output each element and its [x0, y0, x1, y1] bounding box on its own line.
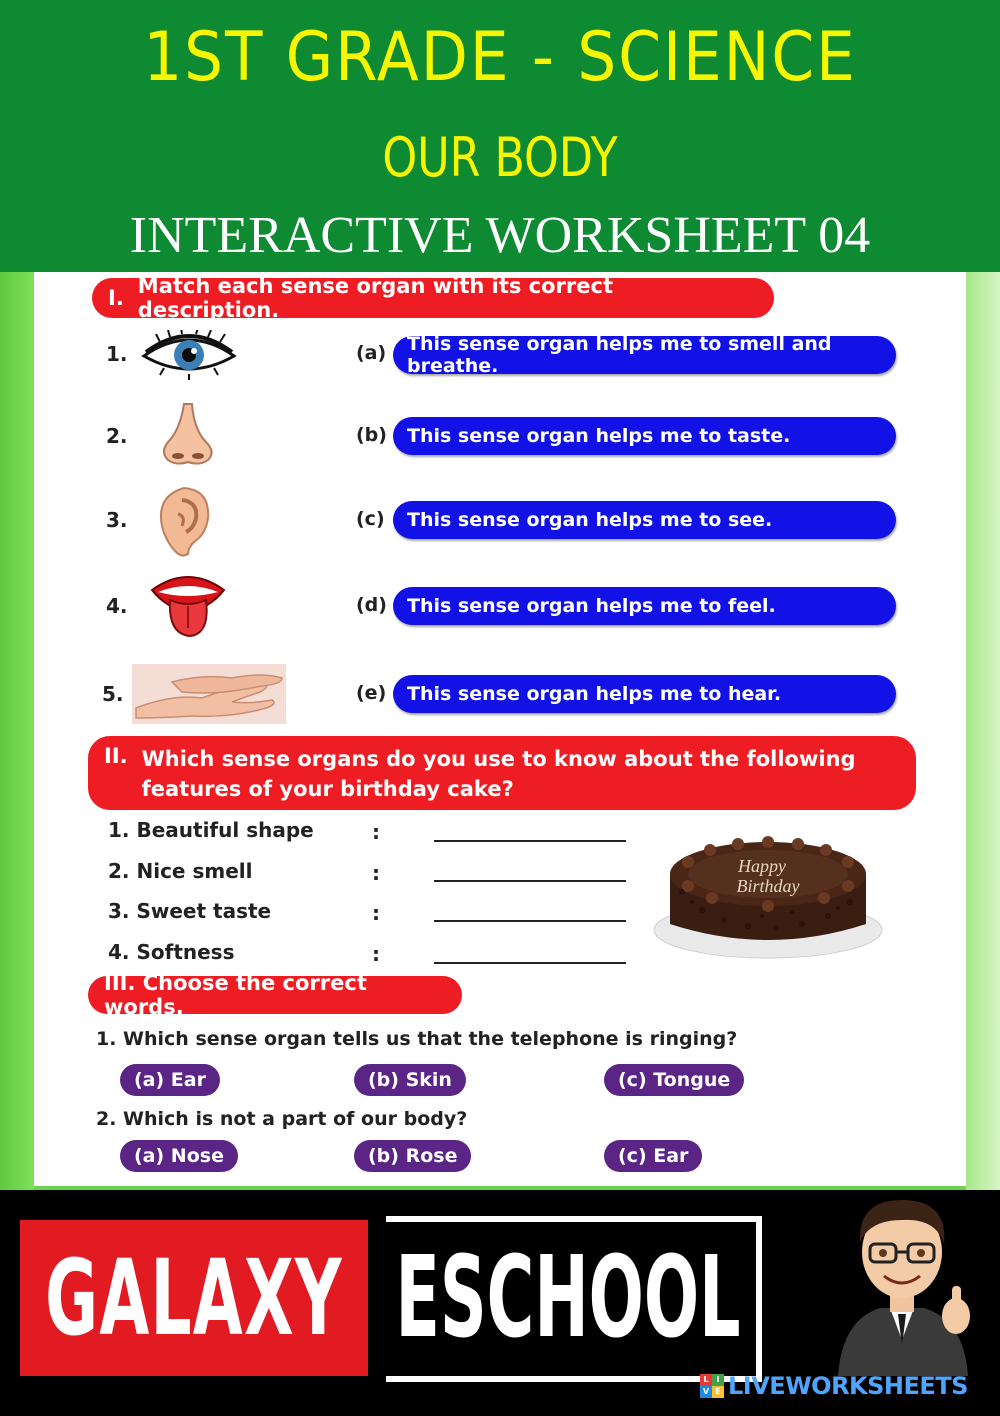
cake-feature-label: 1. Beautiful shape — [108, 818, 314, 842]
nose-picture — [160, 402, 216, 470]
galaxy-logo-box — [20, 1220, 368, 1376]
answer-blank[interactable] — [434, 840, 626, 842]
colon: : — [372, 942, 380, 966]
section-1-title — [92, 274, 774, 322]
answer-option[interactable]: (c) Ear — [604, 1140, 702, 1172]
cake-feature-label: 2. Nice smell — [108, 859, 253, 883]
answer-option[interactable]: (a) Nose — [120, 1140, 238, 1172]
birthday-cake-picture — [652, 832, 884, 966]
colon: : — [372, 901, 380, 925]
description-pill[interactable]: This sense organ helps me to feel. — [393, 587, 896, 625]
description-pill[interactable]: This sense organ helps me to smell and breathe. — [393, 336, 896, 374]
right-border — [966, 272, 1000, 1190]
colon: : — [372, 861, 380, 885]
brand-galaxy: GALAXY — [45, 1237, 343, 1359]
match-item-number: 4. — [106, 594, 128, 618]
question-text: 1. Which sense organ tells us that the telephone is ringing? — [96, 1028, 738, 1050]
section-2-number: II. — [104, 744, 128, 768]
hands-picture — [132, 664, 286, 728]
answer-blank[interactable] — [434, 962, 626, 964]
cake-text-birthday: Birthday — [736, 876, 800, 896]
cake-text-happy: Happy — [738, 856, 786, 876]
liveworksheets-badge[interactable] — [700, 1372, 968, 1400]
worksheet-label: INTERACTIVE WORKSHEET 04 — [129, 207, 871, 264]
description-letter: (d) — [356, 594, 387, 616]
section-3-title — [88, 971, 462, 1019]
answer-option[interactable]: (b) Rose — [354, 1140, 471, 1172]
description-letter: (a) — [356, 342, 387, 364]
description-pill[interactable]: This sense organ helps me to hear. — [393, 675, 896, 713]
description-letter: (c) — [356, 508, 385, 530]
description-pill[interactable]: This sense organ helps me to see. — [393, 501, 896, 539]
answer-blank[interactable] — [434, 880, 626, 882]
brand-eschool: ESCHOOL — [395, 1233, 741, 1363]
question-text: 2. Which is not a part of our body? — [96, 1108, 468, 1130]
liveworksheets-text: LIVEWORKSHEETS — [728, 1372, 968, 1400]
eye-picture — [140, 330, 238, 384]
match-item-number: 3. — [106, 508, 128, 532]
worksheet-sheet — [34, 272, 966, 1186]
page-title: 1ST GRADE - SCIENCE — [143, 18, 857, 97]
page-subtitle: OUR BODY — [382, 126, 618, 189]
answer-option[interactable]: (b) Skin — [354, 1064, 466, 1096]
left-border — [0, 272, 34, 1190]
cake-feature-label: 4. Softness — [108, 940, 235, 964]
section-1-heading: Match each sense organ with its correct description. — [137, 274, 613, 322]
colon: : — [372, 820, 380, 844]
header-banner — [0, 0, 1000, 272]
cake-feature-label: 3. Sweet taste — [108, 899, 272, 923]
answer-option[interactable]: (a) Ear — [120, 1064, 220, 1096]
answer-blank[interactable] — [434, 920, 626, 922]
teacher-mascot-picture — [828, 1190, 978, 1380]
match-item-number: 1. — [106, 342, 128, 366]
liveworksheets-logo-icon: L I V E — [700, 1374, 724, 1398]
section-2-title — [88, 736, 916, 810]
match-item-number: 2. — [106, 424, 128, 448]
section-2-heading-line-1: Which sense organs do you use to know about the following — [141, 747, 856, 771]
tongue-picture — [148, 570, 228, 644]
section-1-number: I. — [108, 286, 124, 310]
section-3-heading: III. Choose the correct words. — [104, 971, 367, 1019]
section-2-heading-line-2: features of your birthday cake? — [141, 777, 514, 801]
match-item-number: 5. — [102, 682, 124, 706]
description-letter: (b) — [356, 424, 387, 446]
description-pill[interactable]: This sense organ helps me to taste. — [393, 417, 896, 455]
description-letter: (e) — [356, 682, 387, 704]
footer-banner — [0, 1190, 1000, 1416]
ear-picture — [152, 486, 212, 562]
answer-option[interactable]: (c) Tongue — [604, 1064, 744, 1096]
